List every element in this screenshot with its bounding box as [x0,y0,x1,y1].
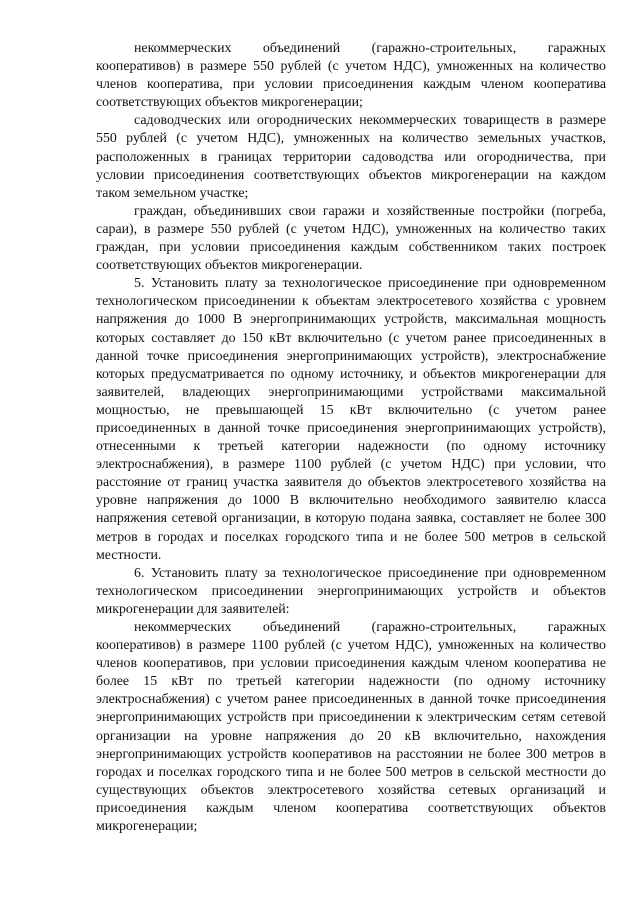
paragraph-garage-cooperatives: некоммерческих объединений (гаражно-строительных, гаражных кооперативов) в размере 550 рублей (с учетом НДС), умноженных на количество членов кооператива, при условии присоединения каждым членом кооператива соответствующих объектов микрогенерации; [96,41,606,111]
paragraph-item-6-cooperatives: некоммерческих объединений (гаражно-строительных, гаражных кооперативов) в размере 1100 рублей (с учетом НДС), умноженных на количество членов кооперативов, при условии присоединения каждым членом кооператива не более 15 кВт по третьей категории надежности (по одному источнику электроснабжения) с учетом ранее присоединенных в данной точке присоединения энергопринимающих устройств при присоединении к электрическим сетям сетевой организации на уровне напряжения до 20 кВ включительно, нахождения энергопринимающих устройств кооперативов на расстоянии не более 300 метров в городах и поселках городского типа и не более 500 метров в сельской местности до существующих объектов электросетевого хозяйства сетевых организаций и присоединения каждым членом кооператива соответствующих объектов микрогенерации; [96,620,606,835]
paragraph-gardening-partnerships: садоводческих или огороднических некоммерческих товариществ в размере 550 рублей (с учетом НДС), умноженных на количество земельных участков, расположенных в границах территории садоводства или огородничества, при условии присоединения соответствующих объектов микрогенерации на каждом таком земельном участке; [96,113,606,201]
paragraph-item-5: 5. Установить плату за технологическое присоединение при одновременном технологическом присоединении к объектам электросетевого хозяйства с уровнем напряжения до 1000 В энергопринимающих устройств, максимальная мощность которых составляет до 150 кВт включительно (с учетом ранее присоединенных в данной точке присоединения энергопринимающих устройств), электроснабжение которых предусматривается по одному источнику, и объектов микрогенерации для заявителей, владеющих энергопринимающими устройствами максимальной мощностью, не превышающей 15 кВт включительно (с учетом ранее присоединенных в данной точке присоединения энергопринимающих устройств), отнесенными к третьей категории надежности (по одному источнику электроснабжения), в размере 1100 рублей (с учетом НДС) при условии, что расстояние от границ участка заявителя до объектов электросетевого хозяйства на уровне напряжения до 1000 В включительно необходимого заявителю класса напряжения сетевой организации, в которую подана заявка, составляет не более 300 метров в городах и поселках городского типа и не более 500 метров в сельской местности. [96,276,606,563]
paragraph-item-6: 6. Установить плату за технологическое присоединение при одновременном технологическом присоединении энергопринимающих устройств и объектов микрогенерации для заявителей: [96,565,606,617]
paragraph-citizens-garages: граждан, объединивших свои гаражи и хозяйственные постройки (погреба, сараи), в размере 550 рублей (с учетом НДС), умноженных на количество таких граждан, при условии присоединения каждым собственником таких построек соответствующих объектов микрогенерации. [96,203,606,274]
document-body [96,40,606,836]
